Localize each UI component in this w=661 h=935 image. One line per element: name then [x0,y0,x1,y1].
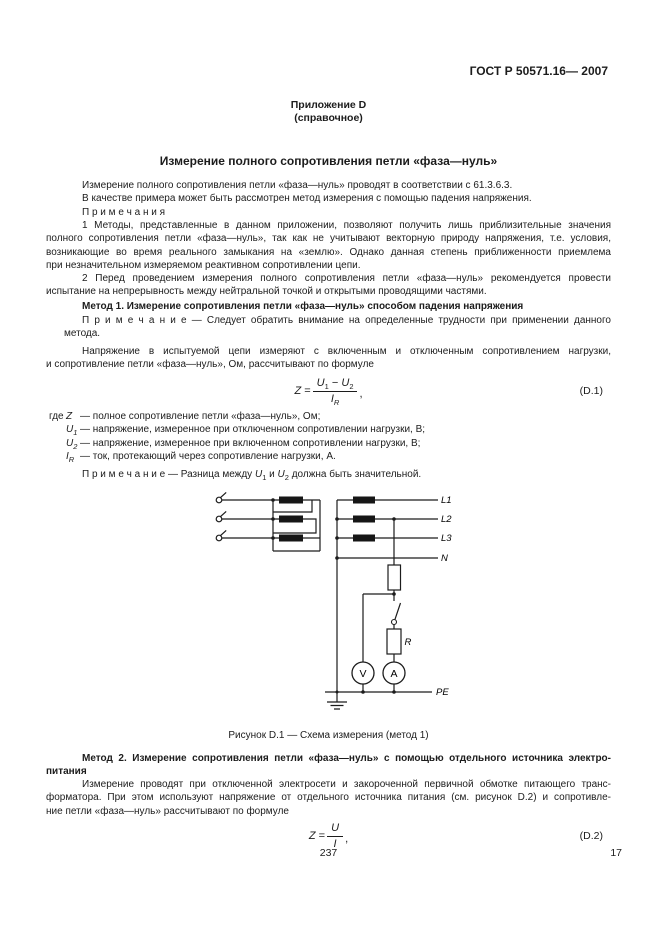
terminal-icon [216,516,222,522]
text-line: ние петли «фаза—нуль» рассчитывают по формуле [46,805,289,817]
note-2 [46,272,611,299]
text-line: Напряжение в испытуемой цепи измеряют с включенным и отключенным сопротивлением нагрузки, [82,346,611,357]
where-item: $U_1$ — напряжение, измеренное при отключенном сопротивлении нагрузки, В; [66,424,426,438]
notes-label: П р и м е ч а н и я [82,207,166,218]
equals-sign: = [304,384,311,397]
annex-line: (справочное) [294,111,363,124]
gost-header: ГОСТ Р 50571.16— 2007 [469,64,608,78]
where-list [46,410,611,464]
method1-paragraph [46,345,611,372]
junction-dots [271,498,396,694]
fraction [313,377,358,406]
fuse-resistor [388,565,401,590]
text-line: при незначительном измеряемом реактивном сопротивлении цепи. [46,259,361,271]
secondary-winding [353,516,375,523]
label-n: N [441,553,448,564]
ammeter-label: A [390,668,398,680]
fraction-numerator: $U_1 - U_2$ [313,377,358,392]
method2-heading [46,752,611,779]
formula-symbol: Z [308,829,316,842]
annex-label [46,99,611,124]
paragraph: Измерение полного сопротивления петли «фаза—нуль» проводят в соответствии с 61.3.6.3. [82,180,513,191]
figure-caption: Рисунок D.1 — Схема измерения (метод 1) [228,730,429,741]
load-resistor [387,629,401,654]
switch-contact-icon [392,620,397,625]
text-line: форматора. При этом используют напряжение от отдельного источника питания (см. рисунок D.2) и сопротивле- [46,792,611,804]
formula-number: (D.2) [579,830,603,842]
formula-body [309,822,348,850]
terminal-icon [216,535,222,541]
method1-note-2: П р и м е ч а н и е — Разница между $U_1$ и $U_2$ должна быть значительной. [82,469,422,482]
formula-body [294,377,362,405]
ground-icon [327,702,347,709]
label-pe: PE [436,687,449,698]
secondary-winding [353,535,375,542]
switch-icon [395,603,401,619]
page-number-right: 17 [610,847,622,859]
secondary-winding [353,497,375,504]
text-line: метода. [64,328,101,340]
primary-winding [279,497,303,504]
terminal-icon [216,497,222,503]
formula-d1 [46,377,611,405]
primary-winding [279,516,303,523]
formula-symbol: Z [294,384,302,397]
label-l3: L3 [441,533,452,544]
text-line: полного сопротивления петли «фаза—нуль», так как не учитывают векторную природу напряжения, т.е. условия, [46,233,611,245]
method2-paragraph [46,778,611,818]
text-line: 2 Перед проведением измерения полного сопротивления петли «фаза—нуль» рекомендуется провести [82,273,611,284]
annex-line: Приложение D [290,99,367,111]
label-l2: L2 [441,514,452,525]
label-r: R [404,637,412,648]
text-line: 1 Методы, представленные в данном приложении, позволяют получить лишь приблизительные значения [82,220,611,231]
where-item: $I_R$ — ток, протекающий через сопротивление нагрузки, А. [66,451,336,465]
note-1 [46,219,611,272]
where-item: $U_2$ — напряжение, измеренное при включенном сопротивлении нагрузки, В; [66,437,421,451]
comma: , [345,833,349,845]
text-line: испытание на непрерывность между нейтральной точкой и открытыми проводящими частями. [46,286,487,298]
wire [222,500,320,551]
where-item: Z — полное сопротивление петли «фаза—нуль», Ом; [66,411,321,422]
paragraph: В качестве примера может быть рассмотрен метод измерения с помощью падения напряжения. [82,193,532,204]
method1-note [46,314,611,341]
fraction-denominator: $I_R$ [330,392,340,407]
equals-sign: = [318,829,326,842]
text-line: П р и м е ч а н и е — Следует обратить внимание на определенные трудности при применении данного [82,315,611,326]
page-title: Измерение полного сопротивления петли «фаза—нуль» [159,154,498,168]
text-line: питания [46,766,87,778]
fraction-denominator: I [333,837,337,850]
page-number-center: 237 [319,847,338,859]
text-line: Измерение проводят при отключенной электросети и закороченной первичной обмотке питающего транс- [82,779,611,790]
comma: , [359,388,363,400]
figure-d1-schematic [210,490,455,715]
primary-winding [279,535,303,542]
label-l1: L1 [441,495,452,506]
text-line: и сопротивление петли «фаза—нуль», Ом, рассчитывают по формуле [46,359,374,371]
formula-d2 [46,822,611,850]
wire [325,500,438,702]
voltmeter-label: V [359,668,367,680]
where-intro: где [49,411,64,422]
fraction-numerator: U [327,822,343,837]
text-line: возникающие во время реального замыкания на «землю». Однако данная степень приближенности приемлема [46,246,611,258]
formula-number: (D.1) [579,385,603,397]
text-line: Метод 2. Измерение сопротивления петли «фаза—нуль» с помощью отдельного источника электро- [82,753,611,764]
method1-heading: Метод 1. Измерение сопротивления петли «фаза—нуль» способом падения напряжения [82,301,524,312]
